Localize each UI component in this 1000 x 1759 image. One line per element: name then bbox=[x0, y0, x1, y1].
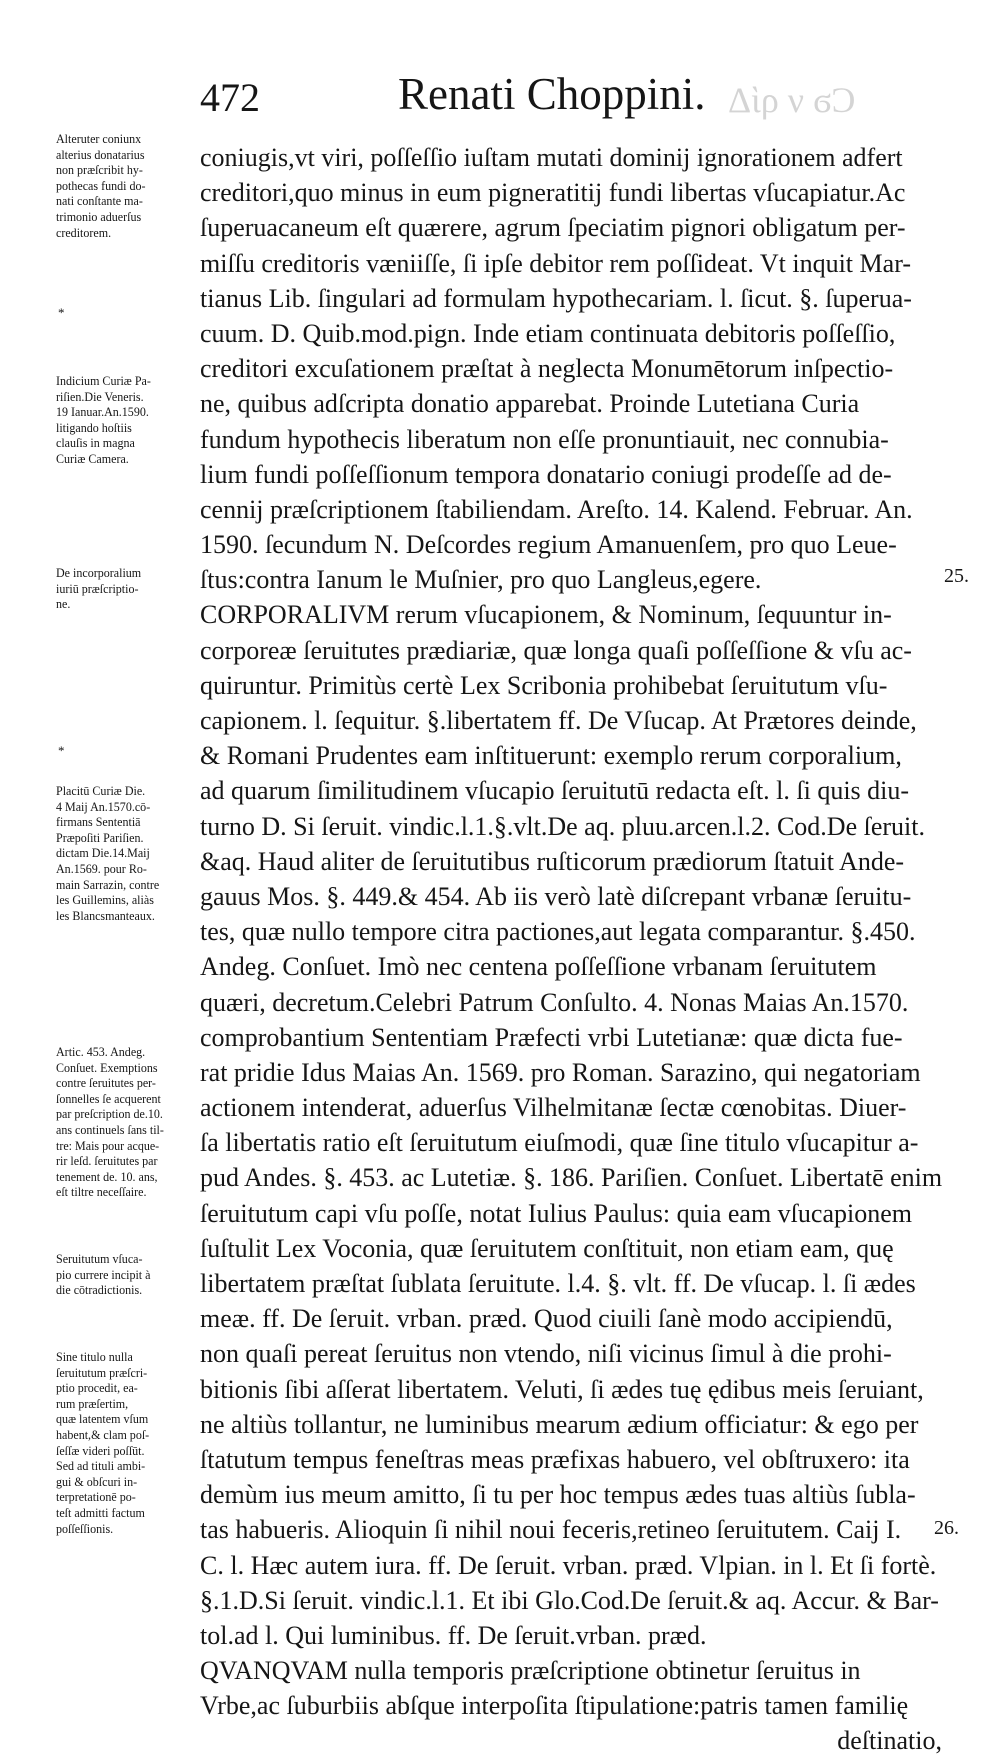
section-number: 26. bbox=[934, 1517, 959, 1539]
text-line: 1590. ſecundum N. Deſcordes regium Amanuenſem, pro quo Leue- bbox=[200, 530, 897, 560]
text-line: ad quarum ſimilitudinem vſucapio ſeruitutū redacta eſt. l. ſi quis diu- bbox=[200, 776, 910, 806]
text-line: comprobantium Sententiam Præfecti vrbi Lutetianæ: quæ dicta fue- bbox=[200, 1022, 903, 1052]
text-line: fundum hypothecis liberatum non eſſe pronuntiauit, nec connubia- bbox=[200, 424, 889, 454]
running-head bbox=[0, 69, 1000, 132]
margin-note: Placitū Curiæ Die. 4 Maij An.1570.cō- firmans Sententiā Præpoſiti Pariſien. dictam Die.14.Maij An.1569. pour Ro- main Sarrazin, contre les Guillemins, aliàs les Blancsmanteaux. bbox=[56, 784, 160, 923]
text-line: ne altiùs tollantur, ne luminibus mearum ædium officiatur: & ego per bbox=[200, 1409, 919, 1439]
bleed-through-text: Δὶρ ν ϭƆ bbox=[728, 80, 856, 120]
text-line: ſtus:contra Ianum le Muſnier, pro quo Langleus,egere. bbox=[200, 565, 762, 595]
text-line: §.1.D.Si ſeruit. vindic.l.1. Et ibi Glo.Cod.De ſeruit.& aq. Accur. & Bar- bbox=[200, 1585, 939, 1615]
text-line: ſtatutum tempus feneſtras meas præfixas habuero, vel obſtruxero: ita bbox=[200, 1444, 910, 1474]
margin-note: Seruitutum vſuca- pio currere incipit à die cōtradictionis. bbox=[56, 1252, 151, 1298]
text-line: lium fundi poſſeſſionum tempora donatario coniugi prodeſſe ad de- bbox=[200, 459, 892, 489]
text-line: bitionis ſibi aſſerat libertatem. Veluti, ſi ædes tuę ędibus meis ſeruiant, bbox=[200, 1374, 924, 1404]
margin-marker: * bbox=[58, 743, 65, 758]
text-line: pud Andes. §. 453. ac Lutetiæ. §. 186. Pariſien. Conſuet. Libertatē enim bbox=[200, 1163, 943, 1193]
text-line: quæri, decretum.Celebri Patrum Conſulto. 4. Nonas Maias An.1570. bbox=[200, 987, 909, 1017]
text-line: QVANQVAM nulla temporis præſcriptione obtinetur ſeruitus in bbox=[200, 1656, 861, 1686]
margin-note: De incorporalium iuriū præſcriptio- ne. bbox=[56, 566, 142, 612]
text-line: libertatem præſtat ſublata ſeruitute. l.4. §. vlt. ff. De vſucap. l. ſi ædes bbox=[200, 1269, 916, 1298]
text-line: tas habueris. Alioquin ſi nihil noui feceris,retineo ſeruitutem. Caij I. bbox=[200, 1515, 902, 1545]
text-line: Andeg. Conſuet. Imò nec centena poſſeſſione vrbanam ſeruitutem bbox=[200, 952, 877, 982]
text-line: Vrbe,ac ſuburbiis abſque interpoſita ſtipulatione:patris tamen familię bbox=[200, 1691, 909, 1721]
text-line: capionem. l. ſequitur. §.libertatem ff. De Vſucap. At Prætores deinde, bbox=[200, 706, 917, 735]
catchword: deſtinatio, bbox=[837, 1726, 942, 1756]
text-line: & Romani Prudentes eam inſtituerunt: exemplo rerum corporalium, bbox=[200, 741, 902, 771]
text-line: cennij præſcriptionem ſtabiliendam. Areſto. 14. Kalend. Februar. An. bbox=[200, 494, 913, 524]
margin-note: Indicium Curiæ Pa- riſien.Die Veneris. 19 Ianuar.An.1590. litigando hoſtiis clauſis in magna Curiæ Camera. bbox=[56, 374, 151, 466]
text-line: meæ. ff. De ſeruit. vrban. præd. Quod ciuili ſanè modo accipiendū, bbox=[200, 1304, 893, 1334]
text-line: &aq. Haud aliter de ſeruitutibus ruſticorum prædiorum ſtatuit Ande- bbox=[200, 846, 905, 876]
text-line: quiruntur. Primitùs certè Lex Scribonia prohibebat ſeruitutum vſu- bbox=[200, 670, 888, 700]
text-line: corporeæ ſeruitutes prædiariæ, quæ longa quaſi poſſeſſione & vſu ac- bbox=[200, 635, 912, 665]
text-line: coniugis,vt viri, poſſeſſio iuſtam mutati dominij ignorationem adfert bbox=[200, 143, 903, 172]
text-line: ſuſtulit Lex Voconia, quæ ſeruitutem conſtituit, non etiam eam, quę bbox=[200, 1233, 894, 1263]
text-line: C. l. Hæc autem iura. ff. De ſeruit. vrban. præd. Vlpian. in l. Et ſi fortè. bbox=[200, 1550, 937, 1580]
text-line: tol.ad l. Qui luminibus. ff. De ſeruit.vrban. præd. bbox=[200, 1620, 707, 1650]
text-line: CORPORALIVM rerum vſucapionem, & Nominum, ſequuntur in- bbox=[200, 600, 892, 630]
text-line: miſſu creditoris væniiſſe, ſi ipſe debitor rem poſſideat. Vt inquit Mar- bbox=[200, 248, 911, 278]
margin-note: Sine titulo nulla ſeruitutum præſcri- ptio procedit, ea- rum præſertim, quæ latentem vſum habent,& clam poſ- ſeſſæ videri poſſūt. Sed ad tituli ambi- gui & obſcuri in- terpretationē po- teſt admitti factum poſſeſſionis. bbox=[56, 1350, 150, 1536]
margin-note: Alteruter coniunx alterius donatarius non præſcribit hy- pothecas fundi do- nati conſtante ma- trimonio aduerſus creditorem. bbox=[56, 132, 146, 240]
text-line: gauus Mos. §. 449.& 454. Ab iis verò latè diſcrepant vrbanæ ſeruitu- bbox=[200, 881, 912, 911]
text-line: cuum. D. Quib.mod.pign. Inde etiam continuata debitoris poſſeſſio, bbox=[200, 318, 896, 348]
margin-marker: * bbox=[58, 305, 65, 320]
text-line: non quaſi pereat ſeruitus non vtendo, niſi vicinus ſimul à die prohi- bbox=[200, 1339, 892, 1369]
text-line: ne, quibus adſcripta donatio apparebat. Proinde Lutetiana Curia bbox=[200, 389, 860, 419]
margin-note: Artic. 453. Andeg. Conſuet. Exemptions contre ſeruitutes per- ſonnelles ſe acquerent par preſcription de.10. ans continuels ſans til- tre: Mais pour acque- rir leſd. ſeruitutes par tenement de. 10. ans, eſt tiltre neceſſaire. bbox=[56, 1045, 164, 1200]
text-line: creditori,quo minus in eum pigneratitij fundi libertas vſucapiatur.Ac bbox=[200, 178, 906, 208]
text-line: actionem intenderat, aduerſus Vilhelmitanæ ſectæ cœnobitas. Diuer- bbox=[200, 1093, 907, 1123]
text-line: tes, quæ nullo tempore citra pactiones,aut legata comparantur. §.450. bbox=[200, 917, 916, 947]
page-number: 472 bbox=[200, 75, 260, 120]
section-number: 25. bbox=[944, 565, 969, 587]
text-line: rat pridie Idus Maias An. 1569. pro Roman. Sarazino, qui negatoriam bbox=[200, 1057, 921, 1087]
text-line: tianus Lib. ſingulari ad formulam hypothecariam. l. ſicut. §. ſuperua- bbox=[200, 283, 912, 313]
text-line: demùm ius meum amitto, ſi tu per hoc tempus ædes tuas altiùs ſubla- bbox=[200, 1480, 916, 1510]
main-text bbox=[200, 140, 942, 1759]
text-line: ſa libertatis ratio eſt ſeruitutum eiuſmodi, quæ ſine titulo vſucapitur a- bbox=[200, 1128, 919, 1158]
text-line: ſeruitutum capi vſu poſſe, notat Iulius Paulus: quia eam vſucapionem bbox=[200, 1198, 912, 1228]
text-line: turno D. Si ſeruit. vindic.l.1.§.vlt.De aq. pluu.arcen.l.2. Cod.De ſeruit. bbox=[200, 811, 925, 841]
text-line: ſuperuacaneum eſt quærere, agrum ſpeciatim pignori obligatum per- bbox=[200, 213, 906, 243]
running-title: Renati Choppini. bbox=[398, 69, 706, 119]
text-line: creditori excuſationem præſtat à neglecta Monumētorum inſpectio- bbox=[200, 354, 894, 384]
